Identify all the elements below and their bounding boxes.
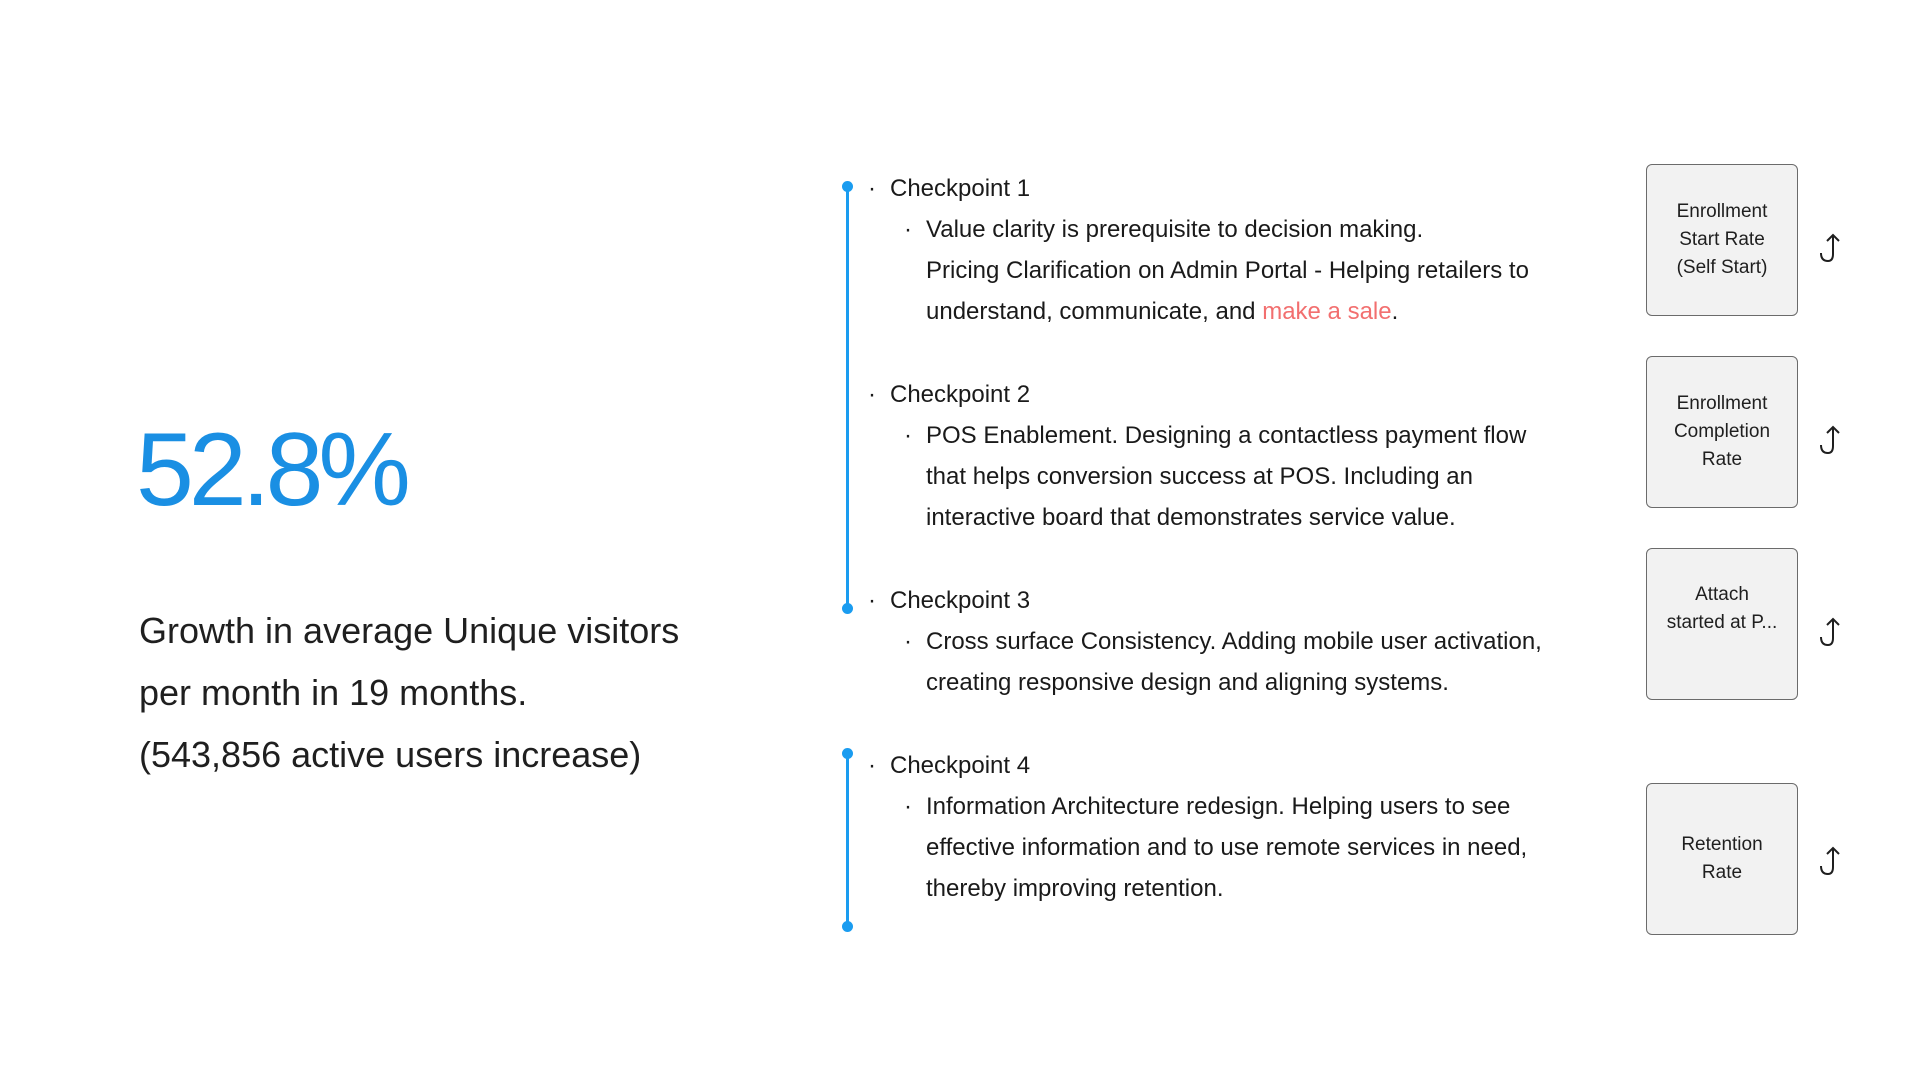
checkpoint-title: · Checkpoint 3 — [868, 580, 1608, 621]
checkpoint-line: Information Architecture redesign. Helping users to see — [926, 793, 1511, 820]
timeline-dot — [842, 181, 853, 192]
highlight-make-a-sale: make a sale — [1262, 298, 1392, 325]
bullet-icon: · — [904, 793, 912, 820]
checkpoint-description — [904, 415, 1608, 538]
metric-label: Enrollment — [1676, 393, 1768, 414]
stat-description-line: per month in 19 months. — [139, 672, 528, 713]
checkpoint-line: thereby improving retention. — [926, 875, 1224, 902]
timeline-line-lower — [846, 753, 849, 927]
checkpoint-2 — [868, 374, 1608, 538]
checkpoint-3 — [868, 580, 1608, 703]
checkpoint-line-text: understand, communicate, and — [926, 298, 1263, 325]
metric-card-enrollment-completion-rate — [1646, 356, 1798, 508]
checkpoint-title: · Checkpoint 2 — [868, 374, 1608, 415]
bullet-icon: · — [904, 216, 912, 243]
metric-label: Start Rate — [1679, 229, 1765, 250]
metric-label: Completion — [1673, 421, 1771, 442]
checkpoint-description — [904, 621, 1608, 703]
metric-label: Rate — [1701, 449, 1743, 470]
checkpoint-line: POS Enablement. Designing a contactless payment flow — [926, 422, 1527, 449]
timeline-line-upper — [846, 186, 849, 610]
checkpoint-line: Pricing Clarification on Admin Portal - Helping retailers to — [926, 257, 1529, 284]
checkpoint-description — [904, 209, 1608, 332]
metric-card-attach-started — [1646, 548, 1798, 700]
metric-card-enrollment-start-rate — [1646, 164, 1798, 316]
trend-up-arrow-icon — [1818, 423, 1844, 457]
metric-card-retention-rate — [1646, 783, 1798, 935]
checkpoint-line: creating responsive design and aligning systems. — [926, 669, 1449, 696]
bullet-icon: · — [904, 628, 912, 655]
checkpoint-description — [904, 786, 1608, 909]
checkpoint-line: effective information and to use remote services in need, — [926, 834, 1528, 861]
metric-label: Attach — [1695, 584, 1749, 605]
checkpoint-1 — [868, 168, 1608, 332]
checkpoint-title: · Checkpoint 4 — [868, 745, 1608, 786]
metric-label: started at P... — [1666, 612, 1778, 633]
stat-description-line: Growth in average Unique visitors — [139, 610, 680, 651]
trend-up-arrow-icon — [1818, 615, 1844, 649]
metric-label: Rate — [1701, 862, 1743, 883]
metric-label: Enrollment — [1676, 201, 1768, 222]
stat-value: 52.8% — [136, 412, 406, 528]
timeline-dot — [842, 921, 853, 932]
timeline-dot — [842, 603, 853, 614]
metric-label: Retention — [1681, 834, 1763, 855]
checkpoint-line-text: . — [1391, 298, 1399, 325]
trend-up-arrow-icon — [1818, 231, 1844, 265]
stat-description-line: (543,856 active users increase) — [139, 734, 642, 775]
metric-label: (Self Start) — [1676, 257, 1768, 278]
checkpoint-line: Cross surface Consistency. Adding mobile user activation, — [926, 628, 1542, 655]
checkpoint-line: that helps conversion success at POS. Including an — [926, 463, 1473, 490]
stat-description — [139, 600, 779, 786]
checkpoint-line — [926, 291, 1608, 332]
checkpoint-title: · Checkpoint 1 — [868, 168, 1608, 209]
timeline-dot — [842, 748, 853, 759]
bullet-icon: · — [904, 422, 912, 449]
checkpoint-line: interactive board that demonstrates service value. — [926, 504, 1456, 531]
checkpoint-line: Value clarity is prerequisite to decision making. — [926, 216, 1424, 243]
trend-up-arrow-icon — [1818, 844, 1844, 878]
checkpoint-4 — [868, 745, 1608, 909]
